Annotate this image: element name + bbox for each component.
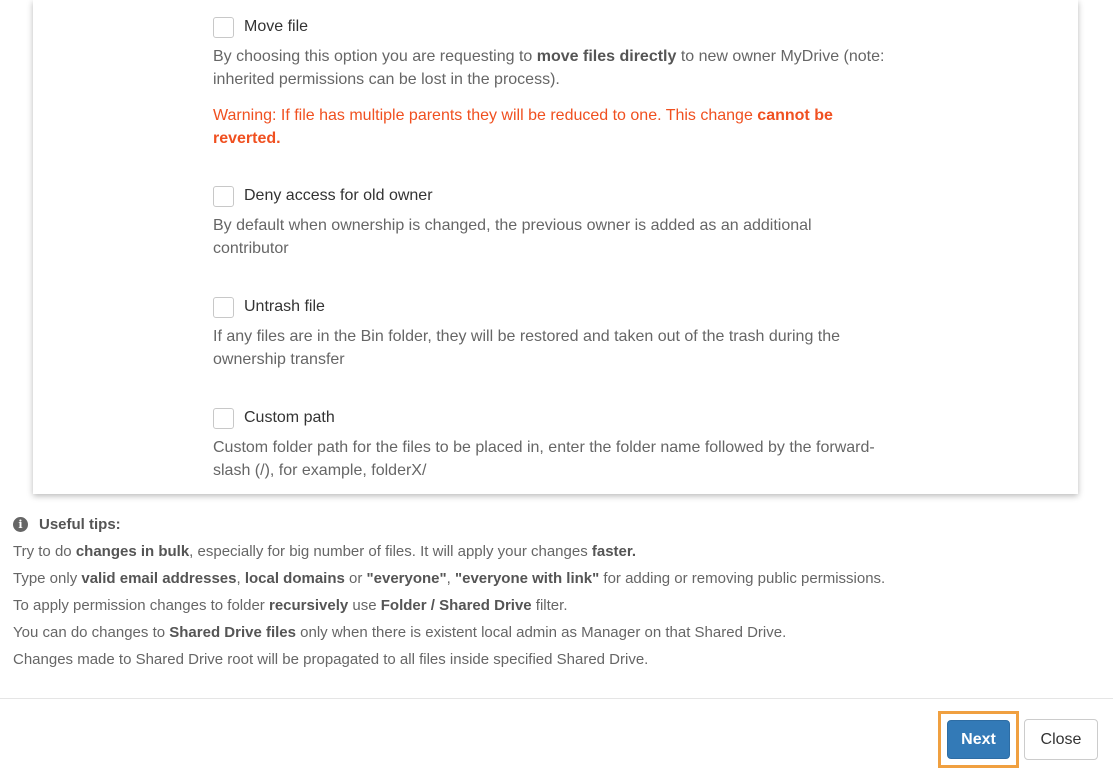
move-file-label: Move file bbox=[244, 18, 309, 35]
tip-item: Try to do changes in bulk, especially for big number of files. It will apply your changes faster. bbox=[13, 543, 637, 560]
untrash-file-label: Untrash file bbox=[244, 298, 325, 315]
deny-access-checkbox[interactable] bbox=[213, 186, 234, 207]
tip-item: Type only valid email addresses, local domains or "everyone", "everyone with link" for adding or removing public permissions. bbox=[13, 570, 886, 587]
deny-access-description: By default when ownership is changed, the previous owner is added as an additional contributor bbox=[213, 217, 812, 257]
custom-path-description: Custom folder path for the files to be placed in, enter the folder name followed by the forward-slash (/), for example, folderX/ bbox=[213, 439, 875, 479]
option-custom-path bbox=[213, 407, 913, 482]
tips-heading: i Useful tips: bbox=[13, 514, 1103, 534]
option-move-file bbox=[213, 16, 913, 150]
tip-item: You can do changes to Shared Drive files only when there is existent local admin as Manager on that Shared Drive. bbox=[13, 624, 787, 641]
move-file-description: By choosing this option you are requesting to move files directly to new owner MyDrive (note: inherited permissions can be lost in the process). bbox=[213, 48, 885, 88]
tip-item: Changes made to Shared Drive root will be propagated to all files inside specified Shared Drive. bbox=[13, 651, 649, 668]
next-button-highlight bbox=[938, 711, 1019, 768]
option-untrash-file bbox=[213, 296, 913, 371]
info-circle-icon: i bbox=[13, 517, 28, 532]
move-file-warning: Warning: If file has multiple parents they will be reduced to one. This change cannot be reverted. bbox=[213, 107, 833, 147]
next-button[interactable]: Next bbox=[947, 720, 1010, 759]
deny-access-label: Deny access for old owner bbox=[244, 187, 433, 204]
useful-tips bbox=[13, 514, 1103, 673]
untrash-file-description: If any files are in the Bin folder, they will be restored and taken out of the trash during the ownership transfer bbox=[213, 328, 841, 368]
custom-path-label: Custom path bbox=[244, 409, 335, 426]
untrash-file-checkbox[interactable] bbox=[213, 297, 234, 318]
close-button[interactable]: Close bbox=[1024, 719, 1098, 760]
tip-item: To apply permission changes to folder recursively use Folder / Shared Drive filter. bbox=[13, 597, 568, 614]
tips-list bbox=[13, 538, 1103, 673]
option-deny-access bbox=[213, 185, 913, 260]
footer-divider bbox=[0, 698, 1113, 699]
move-file-checkbox[interactable] bbox=[213, 17, 234, 38]
custom-path-checkbox[interactable] bbox=[213, 408, 234, 429]
